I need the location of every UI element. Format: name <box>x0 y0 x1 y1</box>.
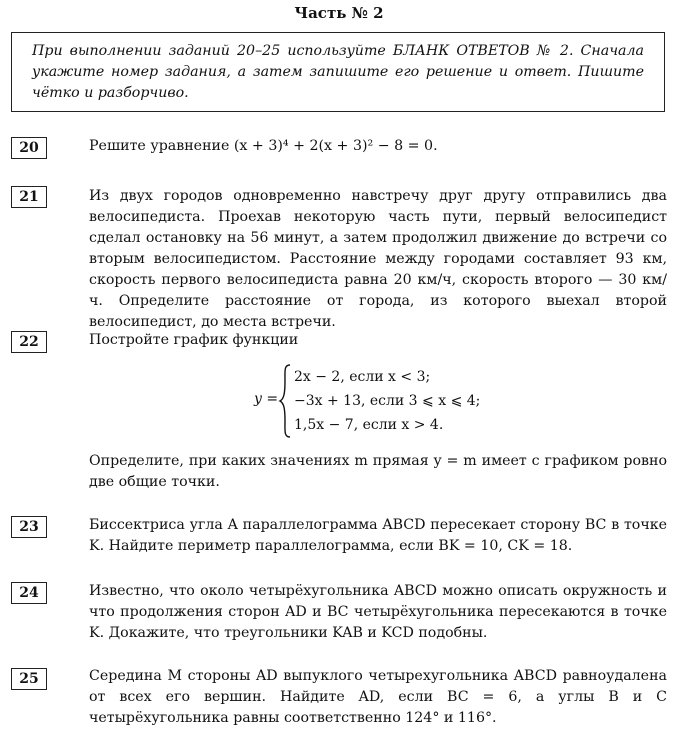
case-3: 1,5x − 7, если x > 4. <box>294 417 444 433</box>
piecewise-function <box>244 361 504 441</box>
task-number-20: 20 <box>11 137 47 159</box>
task-text-23 <box>89 515 667 557</box>
task-22-intro: Постройте график функции <box>89 332 299 348</box>
task-number-24: 24 <box>11 582 47 604</box>
task-21-statement: Из двух городов одновременно навстречу друг другу отправились два велосипедиста. Проехав некоторую часть пути, первый велосипедист сделал остановку на 56 минут, а затем продолжил движение до встречи со вторым велосипедистом. Расстояние между городами составляет 93 км, скорость первого велосипедиста равна 20 км/ч, скорость второго — 30 км/ч. Определите расстояние от города, из которого выехал второй велосипедист, до места встречи. <box>89 188 667 330</box>
case-1: 2x − 2, если x < 3; <box>294 369 431 385</box>
task-25-statement: Середина M стороны AD выпуклого четырехугольника ABCD равноудалена от всех его вершин. Найдите AD, если BC = 6, а углы B и C четырёхугольника равны соответственно 124° и 116°. <box>89 668 667 726</box>
task-number-22: 22 <box>11 331 47 353</box>
instructions-box: При выполнении заданий 20–25 используйте БЛАНК ОТВЕТОВ № 2. Сначала укажите номер задания, а затем запишите его решение и ответ. Пишите чётко и разборчиво. <box>11 32 665 112</box>
task-number-23: 23 <box>11 516 47 538</box>
function-cases <box>294 365 480 437</box>
task-text-22-intro <box>89 330 667 351</box>
case-2: −3x + 13, если 3 ⩽ x ⩽ 4; <box>294 393 481 409</box>
task-text-25 <box>89 666 667 729</box>
task-20-statement: Решите уравнение (x + 3)⁴ + 2(x + 3)² − 8 = 0. <box>89 138 438 154</box>
task-number-21: 21 <box>11 186 47 208</box>
section-heading: Часть № 2 <box>294 4 384 22</box>
function-lhs: y = <box>254 391 279 407</box>
task-text-21 <box>89 186 667 333</box>
task-23-statement: Биссектриса угла A параллелограмма ABCD пересекает сторону BC в точке K. Найдите периметр параллелограмма, если BK = 10, CK = 18. <box>89 517 667 554</box>
task-number-25: 25 <box>11 668 47 690</box>
task-text-20 <box>89 136 667 157</box>
left-brace-icon <box>278 363 292 439</box>
task-22-outro: Определите, при каких значениях m прямая y = m имеет с графиком ровно две общие точки. <box>89 453 667 490</box>
task-text-22-outro <box>89 451 667 493</box>
task-24-statement: Известно, что около четырёхугольника ABCD можно описать окружность и что продолжения сторон AD и BC четырёхугольника пересекаются в точке K. Докажите, что треугольники KAB и KCD подобны. <box>89 583 667 641</box>
task-text-24 <box>89 581 667 644</box>
